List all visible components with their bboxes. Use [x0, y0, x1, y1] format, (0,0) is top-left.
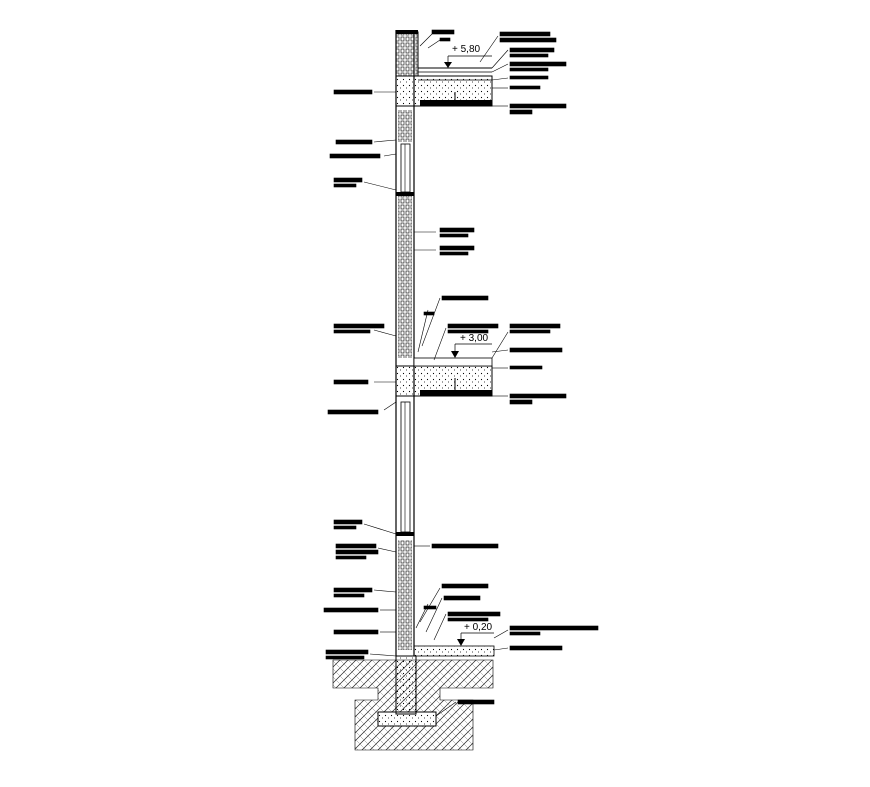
- level-label-roof: + 5,80: [452, 44, 481, 55]
- window-lower: [401, 402, 410, 532]
- level-marker-ground-floor: [457, 622, 494, 646]
- brick-upper: [398, 110, 412, 142]
- level-label-ground-floor: + 0,20: [464, 622, 493, 633]
- foundation-stem: [396, 656, 416, 714]
- main-wall: [396, 30, 414, 656]
- brick-middle: [398, 196, 412, 358]
- level-marker-first-floor: [451, 333, 492, 358]
- brick-lower: [398, 540, 412, 650]
- window-upper: [401, 144, 410, 192]
- roof-group: [396, 30, 492, 106]
- level-marker-roof: [444, 44, 492, 68]
- parapet: [396, 32, 418, 76]
- level-label-first-floor: + 3,00: [460, 333, 489, 344]
- ground-slab: [414, 646, 494, 656]
- first-floor-group: [396, 358, 492, 396]
- foundation-group: [333, 646, 494, 750]
